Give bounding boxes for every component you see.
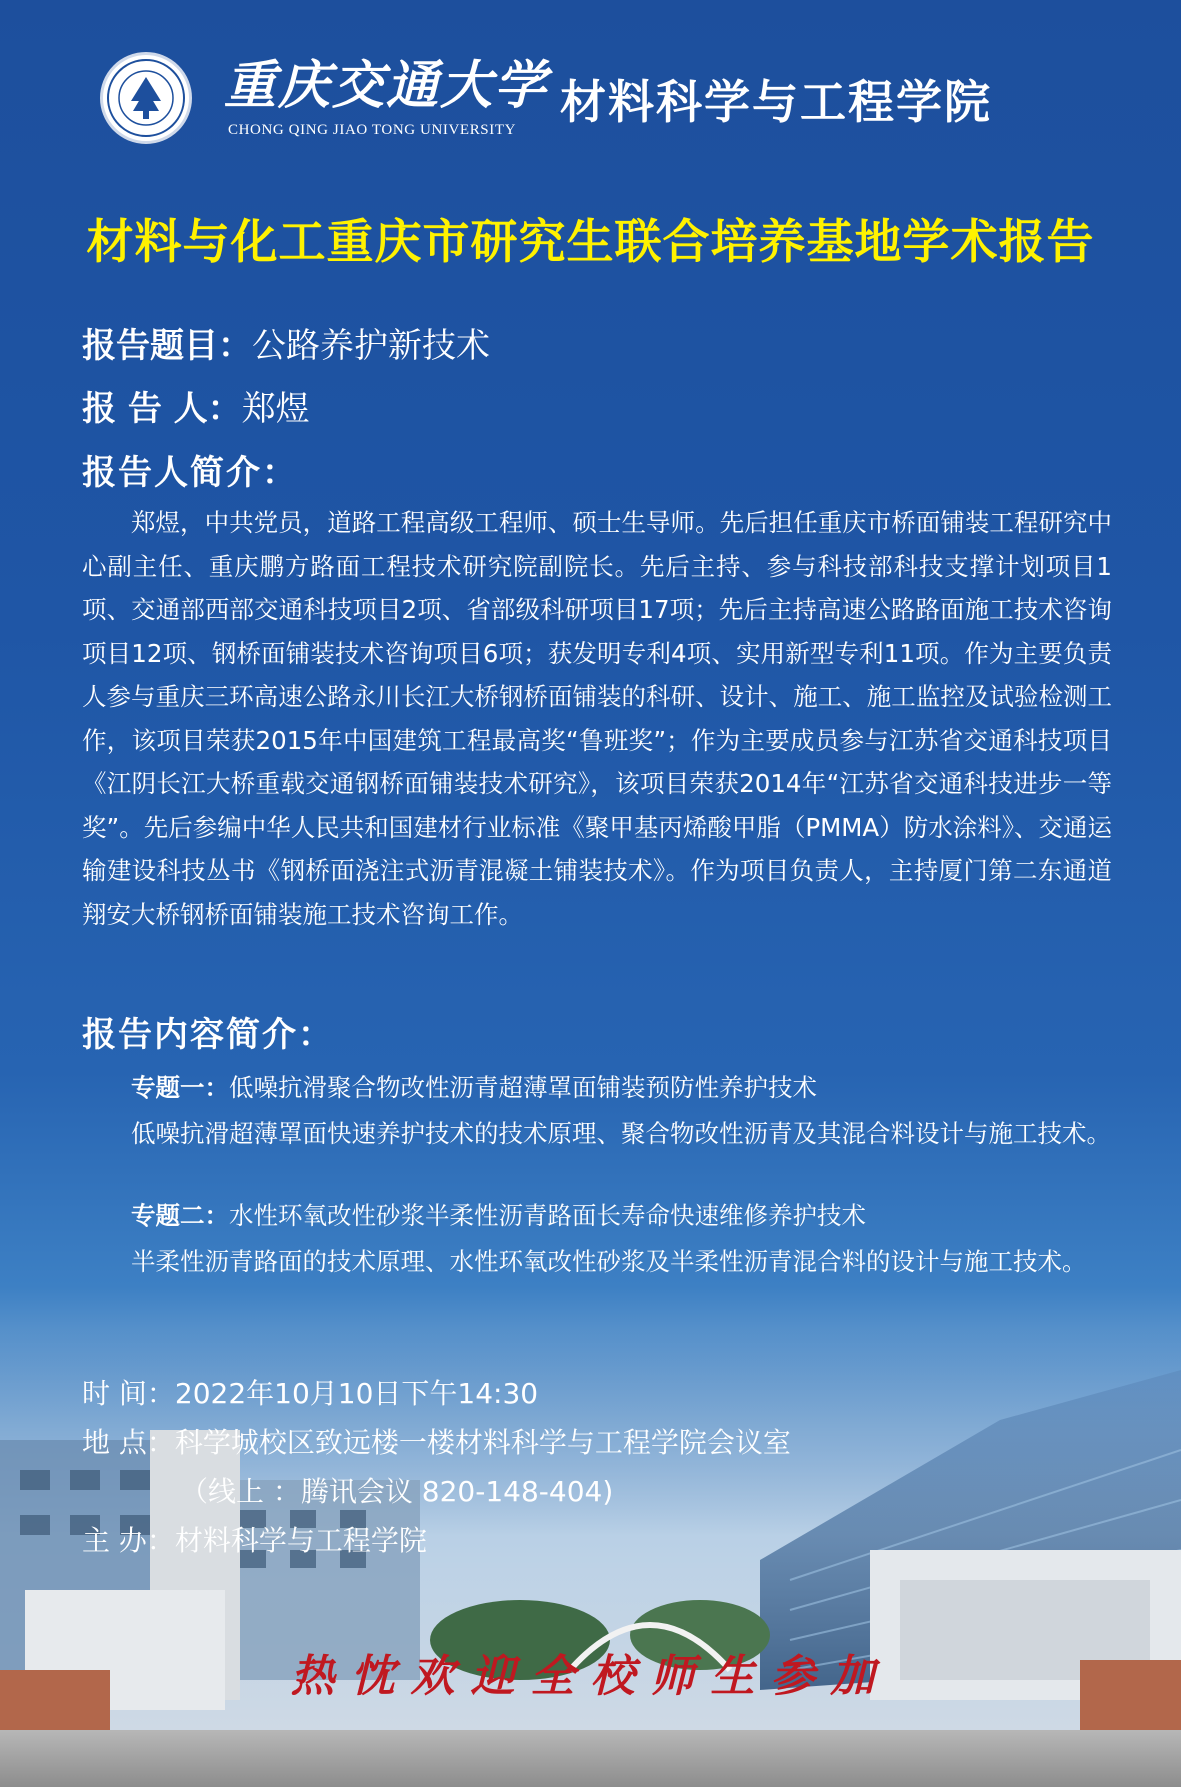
poster-title: 材料与化工重庆市研究生联合培养基地学术报告: [86, 215, 1095, 270]
time-value: 2022年10月10日下午14:30: [174, 1377, 539, 1410]
topic1-title: 低噪抗滑聚合物改性沥青超薄罩面铺装预防性养护技术: [229, 1073, 817, 1102]
topic-row: [82, 318, 490, 367]
topic-label: 报告题目：: [82, 326, 252, 366]
bio-text: 郑煜，中共党员，道路工程高级工程师、硕士生导师。先后担任重庆市桥面铺装工程研究中心副主任、重庆鹏方路面工程技术研究院副院长。先后主持、参与科技部科技支撑计划项目1项、交通部西部交通科技项目2项、省部级科研项目17项；先后主持高速公路路面施工技术咨询项目12项、钢桥面铺装技术咨询项目6项；获发明专利4项、实用新型专利11项。作为主要负责人参与重庆三环高速公路永川长江大桥钢桥面铺装的科研、设计、施工、施工监控及试验检测工作，该项目荣获2015年中国建筑工程最高奖“鲁班奖”；作为主要成员参与江苏省交通科技项目《江阴长江大桥重载交通钢桥面铺装技术研究》，该项目荣获2014年“江苏省交通科技进步一等奖”。先后参编中华人民共和国建材行业标准《聚甲基丙烯酸甲脂（PMMA）防水涂料》、交通运输建设科技丛书《钢桥面浇注式沥青混凝土铺装技术》。作为项目负责人，主持厦门第二东通道翔安大桥钢桥面铺装施工技术咨询工作。: [82, 508, 1112, 929]
host-label: 主 办：: [82, 1524, 175, 1557]
place-value: 科学城校区致远楼一楼材料科学与工程学院会议室: [174, 1426, 791, 1459]
topic1-description: 低噪抗滑超薄罩面快速养护技术的技术原理、聚合物改性沥青及其混合料设计与施工技术。: [131, 1119, 1111, 1148]
topic1-line: [82, 1068, 1112, 1108]
topic2-title: 水性环氧改性砂浆半柔性沥青路面长寿命快速维修养护技术: [229, 1201, 866, 1230]
welcome-slogan: 热忱欢迎全校师生参加: [290, 1651, 891, 1702]
online-meeting: （线上 ：腾讯会议 820-148-404): [180, 1475, 614, 1508]
host-value: 材料科学与工程学院: [174, 1524, 427, 1557]
topic2-description: 半柔性沥青路面的技术原理、水性环氧改性砂浆及半柔性沥青混合料的设计与施工技术。: [131, 1247, 1087, 1276]
speaker-label: 报 告 人：: [82, 389, 242, 429]
content-heading: 报告内容简介：: [82, 1015, 334, 1055]
topic2-label: 专题二：: [131, 1201, 229, 1230]
place-label: 地 点：: [82, 1426, 175, 1459]
university-name-en: CHONG QING JIAO TONG UNIVERSITY: [228, 122, 517, 138]
university-logo: [100, 52, 192, 144]
time-row: [82, 1372, 538, 1412]
speaker-value: 郑煜: [241, 389, 310, 429]
topic2-line: [82, 1196, 1112, 1236]
university-name-cn: 重庆交通大学: [224, 55, 549, 116]
speaker-row: [82, 381, 310, 430]
host-row: [82, 1519, 427, 1559]
time-label: 时 间：: [82, 1377, 175, 1410]
college-name: 材料科学与工程学院: [560, 75, 992, 129]
bio-heading: 报告人简介：: [82, 453, 298, 493]
header: [100, 52, 1100, 162]
topic1-label: 专题一：: [131, 1073, 229, 1102]
place-row: [82, 1421, 791, 1461]
topic-value: 公路养护新技术: [252, 326, 490, 366]
